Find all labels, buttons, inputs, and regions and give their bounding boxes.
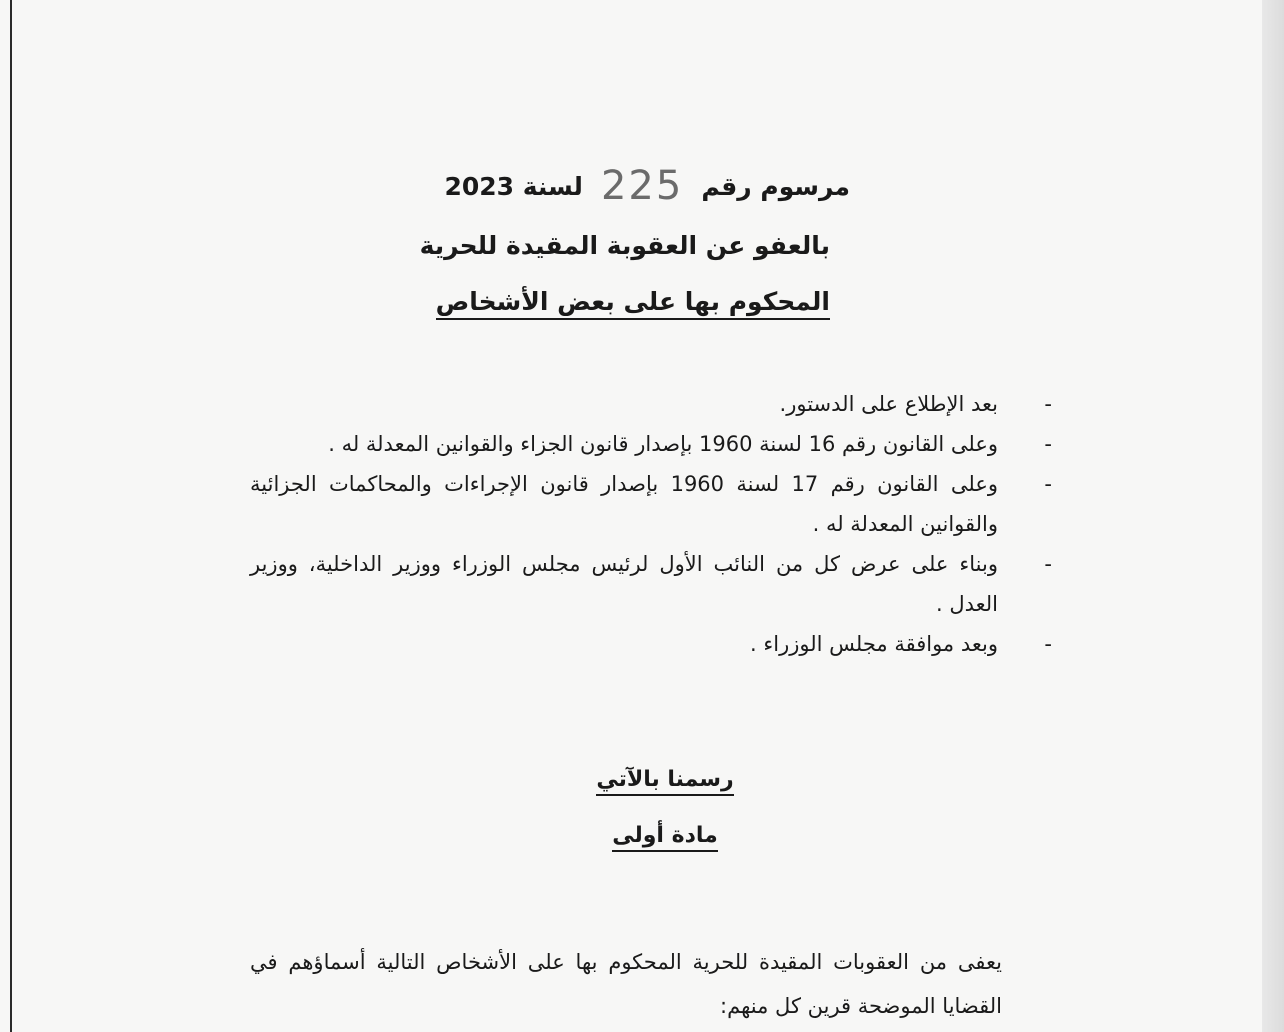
decree-subtitle-1-text: بالعفو عن العقوبة المقيدة للحرية	[419, 231, 830, 260]
preamble-item: - وعلى القانون رقم 16 لسنة 1960 بإصدار قانون الجزاء والقوانين المعدلة له .	[250, 424, 1062, 464]
decree-prefix: مرسوم رقم	[701, 172, 850, 201]
preamble-item: - وعلى القانون رقم 17 لسنة 1960 بإصدار قانون الإجراءات والمحاكمات الجزائية والقوانين المعدلة له .	[250, 464, 1062, 544]
preamble-list	[250, 384, 1062, 664]
decree-title	[440, 160, 850, 212]
article-heading	[540, 816, 790, 856]
decree-subtitle-1	[419, 224, 830, 268]
article-body: يعفى من العقوبات المقيدة للحرية المحكوم بها على الأشخاص التالية أسماؤهم في القضايا الموضحة قرين كل منهم:	[250, 950, 1002, 1018]
decreed-heading-text: رسمنا بالآتي	[596, 767, 733, 796]
preamble-item: - بعد الإطلاع على الدستور.	[250, 384, 1062, 424]
preamble-item: - وبعد موافقة مجلس الوزراء .	[250, 624, 1062, 664]
decreed-heading	[540, 760, 790, 800]
article-heading-text: مادة أولى	[612, 823, 718, 852]
preamble-item: - وبناء على عرض كل من النائب الأول لرئيس مجلس الوزراء ووزير الداخلية، ووزير العدل .	[250, 544, 1062, 624]
decree-subtitle-2	[435, 280, 830, 324]
decree-year: لسنة 2023	[444, 172, 583, 201]
decree-subtitle-2-text: المحكوم بها على بعض الأشخاص	[436, 287, 830, 320]
page-left-edge	[10, 0, 12, 1032]
page-right-edge	[1262, 0, 1284, 1032]
decree-number-handwritten: 225	[600, 163, 684, 209]
